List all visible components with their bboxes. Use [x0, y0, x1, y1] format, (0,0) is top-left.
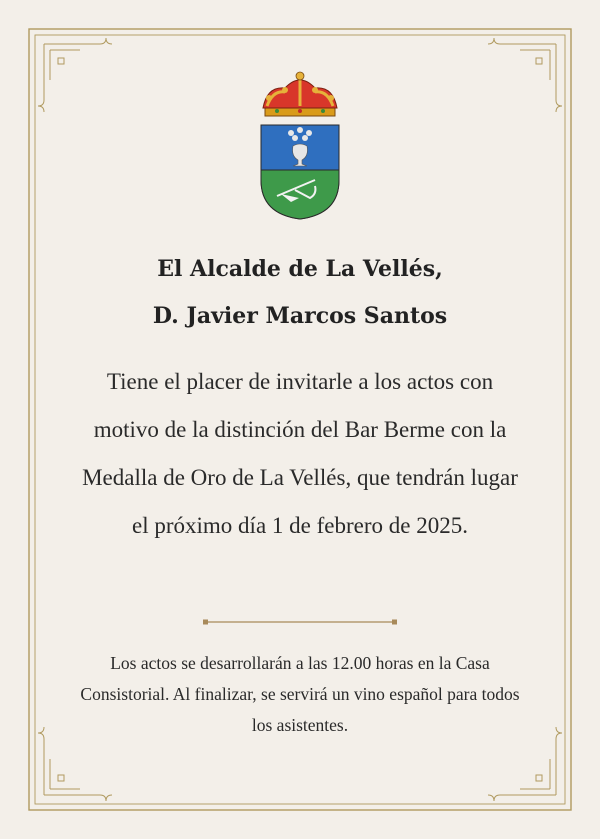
event-details: Los actos se desarrollarán a las 12.00 horas en la Casa Consistorial. Al finalizar, se servirá un vino español para todos los asistentes. [80, 653, 520, 735]
ornamental-divider-icon [202, 617, 398, 627]
mayor-name: D. Javier Marcos Santos [152, 303, 448, 329]
municipal-coat-of-arms-icon [255, 68, 345, 220]
invitation-body: Tiene el placer de invitarle a los actos con motivo de la distinción del Bar Berme con la Medalla de Oro de La Vellés, que tendrán lugar el próximo día 1 de febrero de 2025. [82, 369, 518, 538]
mayor-heading: El Alcalde de La Vellés, [157, 256, 443, 282]
